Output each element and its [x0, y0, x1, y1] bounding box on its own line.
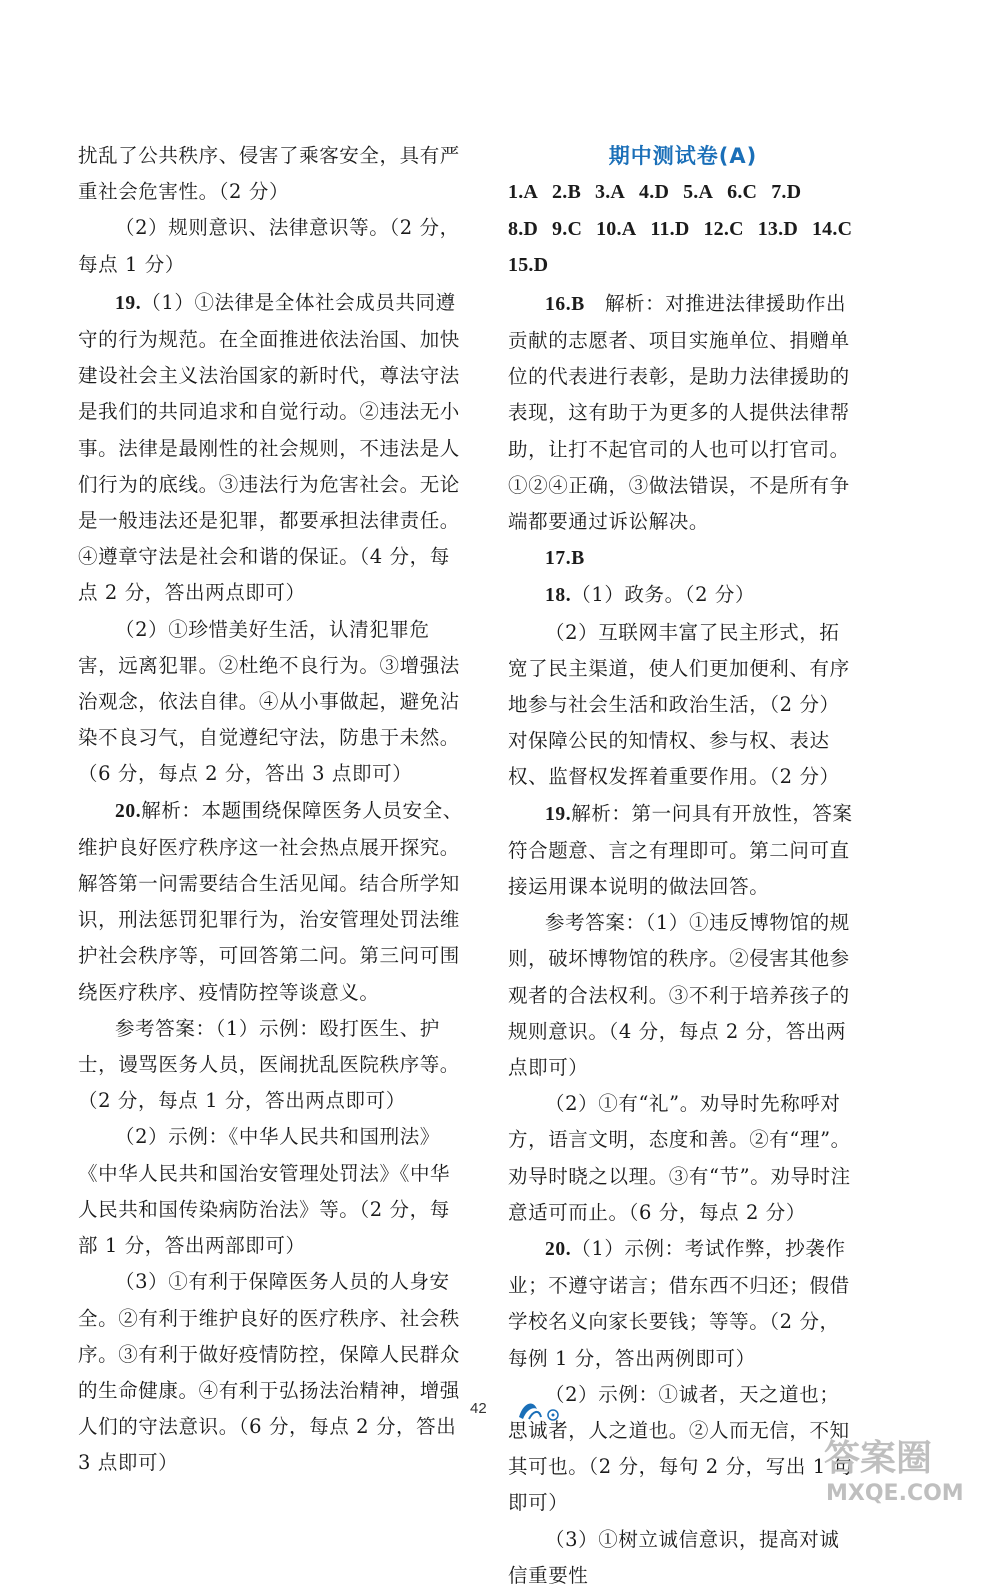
- answer: 8.D: [508, 217, 539, 240]
- answer: 14.C: [811, 217, 853, 240]
- paragraph: （3）①有利于保障医务人员的人身安全。②有利于维护良好的医疗秩序、社会秩序。③有利于做好疫情防控，保障人民群众的生命健康。④有利于弘扬法治精神，增强人们的守法意识。（6 分，每点 2 分，答出 3 点即可）: [78, 1270, 460, 1475]
- question-18: [508, 577, 858, 614]
- answer: 11.D: [650, 217, 690, 240]
- answer: 12.C: [703, 217, 744, 240]
- question-text: （1）政务。（2 分）: [571, 583, 756, 607]
- answer: 1.A: [508, 181, 539, 203]
- answer: 7.D: [771, 181, 802, 203]
- answer: 5.A: [683, 181, 714, 203]
- section-title: 期中测试卷(A): [608, 144, 758, 168]
- question-number: 20.: [115, 800, 142, 822]
- watermark-title: 答案圈: [824, 1438, 933, 1479]
- paragraph: （2）示例：《中华人民共和国刑法》《中华人民共和国治安管理处罚法》《中华人民共和国传染病防治法》等。（2 分，每部 1 分，答出两部即可）: [78, 1125, 451, 1258]
- question-text: （1）①法律是全体社会成员共同遵守的行为规范。在全面推进依法治国、加快建设社会主义法治国家的新时代，尊法守法是我们的共同追求和自觉行动。②违法无小事。法律是最刚性的社会规则，不违法是人们行为的底线。③违法行为危害社会。无论是一般违法还是犯罪，都要承担法律责任。④遵章守法是社会和谐的保证。（4 分，每点 2 分，答出两点即可）: [78, 290, 460, 605]
- answer: 9.C: [552, 217, 583, 240]
- paragraph: （2）示例：①诚者，天之道也；思诚者，人之道也。②人而无信，不知其可也。（2 分，每句 2 分，写出 1 句即可）: [508, 1382, 853, 1515]
- answer: 3.A: [595, 181, 626, 203]
- paragraph: （3）①树立诚信意识，提高对诚信重要性: [508, 1527, 840, 1587]
- question-number: 16.B: [545, 293, 585, 315]
- question-19: [508, 796, 858, 906]
- answer-row-2: [508, 211, 858, 248]
- left-column: [78, 138, 466, 1482]
- answer: 2.B: [552, 181, 581, 203]
- question-20: [508, 1231, 858, 1377]
- question-number: 18.: [545, 585, 572, 607]
- paragraph: 参考答案：（1）示例：殴打医生、护士，谩骂医务人员，医闹扰乱医院秩序等。（2 分，每点 1 分，答出两点即可）: [78, 1016, 460, 1113]
- answer-row-1: [508, 174, 858, 211]
- answer: 6.C: [727, 181, 758, 203]
- answer: 15.D: [508, 254, 549, 277]
- paragraph: （2）规则意识、法律意识等。（2 分，每点 1 分）: [78, 216, 460, 276]
- answer-row-3: [508, 247, 858, 284]
- question-text: （1）示例：考试作弊，抄袭作业；不遵守诺言；借东西不归还；假借学校名义向家长要钱；等等。（2 分，每例 1 分，答出两例即可）: [508, 1237, 850, 1370]
- answer-key: [508, 174, 858, 284]
- question-number: 19.: [545, 803, 572, 825]
- watermark-logo: [820, 1428, 990, 1506]
- answer: 10.A: [596, 217, 637, 240]
- watermark-url: MXQE.COM: [826, 1481, 964, 1506]
- paragraph: 扰乱了公共秩序、侵害了乘客安全，具有严重社会危害性。（2 分）: [78, 144, 460, 204]
- paragraph: （2）①珍惜美好生活，认清犯罪危害，远离犯罪。②杜绝不良行为。③增强法治观念，依法自律。④从小事做起，避免沾染不良习气，自觉遵纪守法，防患于未然。（6 分，每点 2 分，答出 3 点即可）: [78, 617, 460, 786]
- question-16: [508, 286, 858, 540]
- page-number: 42: [470, 1400, 487, 1417]
- paragraph: （2）互联网丰富了民主形式，拓宽了民主渠道，使人们更加便利、有序地参与社会生活和政治生活，（2 分）对保障公民的知情权、参与权、表达权、监督权发挥着重要作用。（2 分）: [508, 620, 850, 789]
- question-number: 20.: [545, 1239, 572, 1261]
- question-17: [508, 540, 858, 577]
- question-text: 解析：第一问具有开放性，答案符合题意、言之有理即可。第二问可直接运用课本说明的做法回答。: [508, 801, 853, 899]
- question-19: [78, 285, 466, 612]
- question-text: 解析：本题围绕保障医务人员安全、维护良好医疗秩序这一社会热点展开探究。解答第一问需要结合生活见闻。结合所学知识，刑法惩罚犯罪行为，治安管理处罚法维护社会秩序等，可回答第二问。第三问可围绕医疗秩序、疫情防控等谈意义。: [78, 798, 463, 1004]
- question-number: 17.B: [545, 548, 585, 570]
- paragraph: （2）①有“礼”。劝导时先称呼对方，语言文明，态度和善。②有“理”。劝导时晓之以理。③有“节”。劝导时注意适可而止。（6 分，每点 2 分）: [508, 1092, 851, 1224]
- answer: 4.D: [639, 181, 670, 203]
- question-text: 解析：对推进法律援助作出贡献的志愿者、项目实施单位、捐赠单位的代表进行表彰，是助力法律援助的表现，这有助于为更多的人提供法律帮助，让打不起官司的人也可以打官司。①②④正确，③做法错误，不是所有争端都要通过诉讼解决。: [508, 291, 850, 533]
- paragraph: 参考答案：（1）①违反博物馆的规则，破坏博物馆的秩序。②侵害其他参观者的合法权利。③不利于培养孩子的规则意识。（4 分，每点 2 分，答出两点即可）: [508, 911, 850, 1080]
- right-column: [508, 138, 858, 1594]
- question-number: 19.: [115, 292, 142, 314]
- answer: 13.D: [757, 217, 798, 240]
- leaf-ornament-icon: [515, 1395, 563, 1425]
- question-20: [78, 793, 466, 1011]
